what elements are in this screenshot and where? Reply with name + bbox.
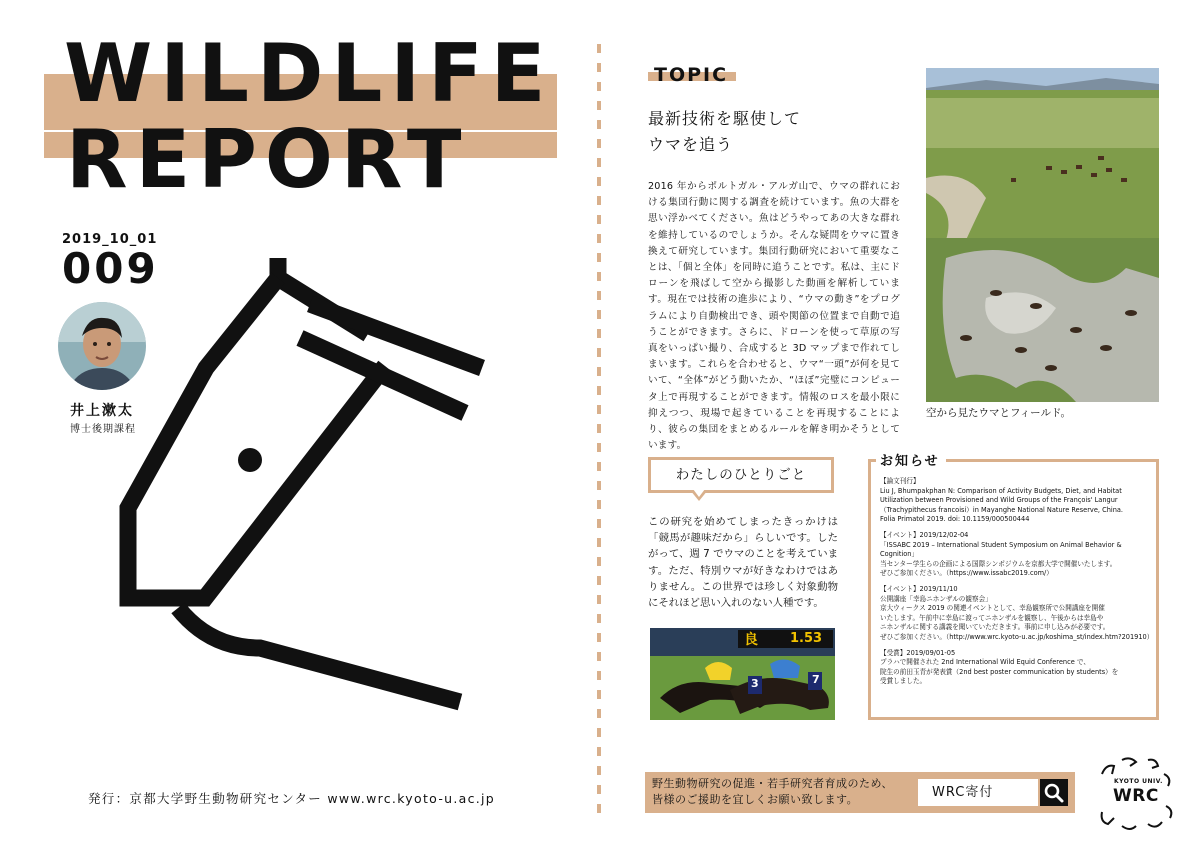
notice-item — [880, 477, 1152, 525]
author-role: 博士後期課程 — [70, 424, 136, 435]
notice-line: ぜひご参加ください。（https://www.issabc2019.com/） — [880, 569, 1053, 578]
race-bib-2: 7 — [812, 673, 820, 686]
bubble-tail-inner — [693, 489, 705, 497]
notice-item — [880, 649, 1152, 687]
donate-search-input[interactable]: WRC寄付 — [918, 779, 1038, 806]
wrc-logo-arc: KYOTO UNIV. — [1114, 778, 1163, 785]
notice-tag: 【受賞】2019/09/01-05 — [880, 648, 956, 657]
search-icon — [1040, 779, 1068, 806]
field-photo — [926, 68, 1159, 402]
donation-message-line-1: 野生動物研究の促進・若手研究者育成のため、 — [652, 777, 894, 790]
topic-headline — [648, 106, 801, 158]
field-photo-caption: 空から見たウマとフィールド。 — [926, 407, 1072, 419]
topic-headline-line-2: ウマを追う — [648, 135, 734, 154]
notice-list — [880, 477, 1152, 693]
donate-search-button[interactable] — [1040, 779, 1068, 806]
notice-line: Folia Primatol 2019. doi: 10.1159/000500444 — [880, 515, 1030, 524]
hitorigoto-title: わたしのひとりごと — [648, 457, 834, 493]
notice-line: 京大ウィークス 2019 の関連イベントとして、幸島観察所で公開講座を開催 — [880, 604, 1105, 613]
author-name: 井上漱太 — [70, 403, 134, 419]
notice-tag: 【イベント】2019/12/02-04 — [880, 530, 969, 539]
notice-item — [880, 531, 1152, 579]
wrc-logo-main: WRC — [1113, 786, 1159, 806]
notice-title: お知らせ — [876, 450, 946, 469]
notice-tag: 【イベント】2019/11/10 — [880, 584, 958, 593]
notice-tag: 【論文刊行】 — [880, 477, 920, 485]
topic-body: 2016 年からポルトガル・アルガ山で、ウマの群れにおける集団行動に関する調査を続けています。魚の大群を思い浮かべてください。魚はどうやってあの大きな群れを維持しているのでしょうか。そんな疑問をウマに置き換えて研究しています。集団行動研究において重要なことは、「個と全体」を同時に追うことです。私は、主にドローンを飛ばして空から撮影した動画を解析しています。現在では技術の進歩により、“ウマの動き”をプログラムにより自動検出でき、頭や関節の位置まで自動で追うことができます。さらに、ドローンを使って草原の写真をいっぱい撮り、合成すると 3D マップまで作れてしまいます。これらを合わせると、ウマ“一頭”が何を見ていて、“全体”がどう動いたか、“ほぼ”完璧にコンピュータ上で再現することができます。情報のロスを最小限に抑えつつ、現場で起きていることを再現することにより、彼らの集団をまとめるルールを解き明かそうとしています。 — [648, 181, 900, 452]
notice-line: （Trachypithecus francoisi）in Mayanghe National Nature Reserve, China. — [880, 505, 1124, 514]
notice-line: 院生の前田玉青が発表賞（2nd best poster communication by students）を — [880, 667, 1119, 676]
donation-message — [652, 776, 893, 808]
notice-item — [880, 585, 1152, 643]
notice-line: 公開講座「幸島ニホンザルの観察会」 — [880, 594, 992, 603]
hitorigoto-body: この研究を始めてしまったきっかけは「競馬が趣味だから」らしいです。したがって、週 7 でウマのことを考えています。ただ、特別ウマが好きなわけではありません。この世界では珍しく対象動物にそれほど思い入れのない人種です。 — [648, 516, 838, 610]
notice-line: ぜひご参加ください。（http://www.wrc.kyoto-u.ac.jp/koshima_st/index.htm?201910） — [880, 632, 1154, 641]
column-divider — [597, 44, 601, 814]
issue-number: 009 — [62, 244, 159, 293]
notice-line: Utilization between Provisioned and Wild Groups of the François' Langur — [880, 496, 1118, 505]
horse-head-icon — [110, 248, 510, 718]
race-tote-mark: 良 — [744, 632, 758, 648]
notice-line: プラハで開催された 2nd International Wild Equid Conference で、 — [880, 658, 1090, 667]
race-bib-1: 3 — [751, 677, 759, 690]
notice-line: いたします。午前中に幸島に渡ってニホンザルを観察し、午後からは幸島や — [880, 613, 1104, 622]
masthead-line-2: REPORT — [66, 113, 470, 206]
issue-date: 2019_10_01 — [62, 232, 158, 247]
notice-line: 「ISSABC 2019 – International Student Symposium on Animal Behavior & Cognition」 — [880, 540, 1122, 559]
race-photo — [650, 628, 835, 720]
donation-message-line-2: 皆様のご援助を宜しくお願い致します。 — [652, 793, 859, 806]
publisher-line: 発行：京都大学野生動物研究センター www.wrc.kyoto-u.ac.jp — [88, 791, 496, 806]
notice-line: 受賞しました。 — [880, 677, 927, 686]
notice-line: 当センター学生らの企画による国際シンポジウムを京都大学で開催いたします。 — [880, 559, 1117, 568]
topic-headline-line-1: 最新技術を駆使して — [648, 109, 802, 128]
notice-line: ニホンザルに関する講義を聞いていただきます。事前に申し込みが必要です。 — [880, 623, 1110, 632]
wrc-logo-icon — [1094, 752, 1176, 834]
race-odds: 1.53 — [790, 631, 823, 646]
masthead-line-1: WILDLIFE — [64, 27, 554, 120]
notice-line: Liu J, Bhumpakphan N: Comparison of Activity Budgets, Diet, and Habitat — [880, 486, 1122, 495]
topic-label: TOPIC — [654, 64, 729, 86]
